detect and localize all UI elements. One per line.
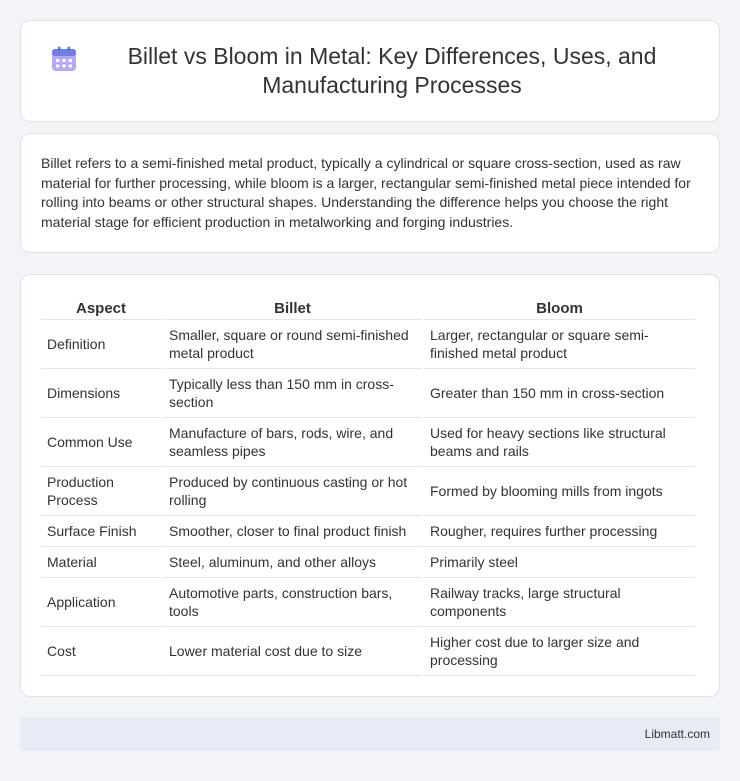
table-row [41,627,695,676]
intro-card [20,133,720,253]
page-title: Billet vs Bloom in Metal: Key Differences, Uses, and Manufacturing Processes [127,43,657,98]
footer-bar [20,717,720,751]
row-bloom: Formed by blooming mills from ingots [424,467,695,516]
row-bloom: Larger, rectangular or square semi-finished metal product [424,320,695,369]
table-row [41,467,695,516]
row-aspect: Production Process [41,467,161,516]
table-card [20,274,720,697]
table-row [41,369,695,418]
row-billet: Typically less than 150 mm in cross-section [163,369,422,418]
row-bloom: Greater than 150 mm in cross-section [424,369,695,418]
row-aspect: Dimensions [41,369,161,418]
title-card [20,20,720,122]
row-bloom: Primarily steel [424,547,695,578]
header-aspect: Aspect [41,295,161,320]
row-aspect: Material [41,547,161,578]
footer-site-label: Libmatt.com [644,727,710,741]
title-wrap [21,42,719,100]
table-row [41,418,695,467]
row-billet: Lower material cost due to size [163,627,422,676]
row-aspect: Application [41,578,161,627]
row-billet: Produced by continuous casting or hot rolling [163,467,422,516]
row-bloom: Used for heavy sections like structural beams and rails [424,418,695,467]
row-aspect: Definition [41,320,161,369]
row-bloom: Rougher, requires further processing [424,516,695,547]
row-billet: Steel, aluminum, and other alloys [163,547,422,578]
row-aspect: Cost [41,627,161,676]
table-row [41,320,695,369]
comparison-table [39,295,697,676]
row-aspect: Surface Finish [41,516,161,547]
row-bloom: Higher cost due to larger size and processing [424,627,695,676]
header-billet: Billet [163,295,422,320]
table-row [41,547,695,578]
header-bloom: Bloom [424,295,695,320]
row-billet: Automotive parts, construction bars, tools [163,578,422,627]
table-header-row [41,295,695,320]
calendar-icon [51,46,77,72]
intro-paragraph: Billet refers to a semi-finished metal product, typically a cylindrical or square cross-section, used as raw material for further processing, while bloom is a larger, rectangular semi-finished metal piece intended for rolling into beams or other structural shapes. Understanding the difference helps you choose the right material stage for efficient production in metalworking and forging industries. [41,155,691,230]
row-billet: Manufacture of bars, rods, wire, and seamless pipes [163,418,422,467]
table-row [41,516,695,547]
row-bloom: Railway tracks, large structural components [424,578,695,627]
row-aspect: Common Use [41,418,161,467]
row-billet: Smaller, square or round semi-finished metal product [163,320,422,369]
table-row [41,578,695,627]
row-billet: Smoother, closer to final product finish [163,516,422,547]
